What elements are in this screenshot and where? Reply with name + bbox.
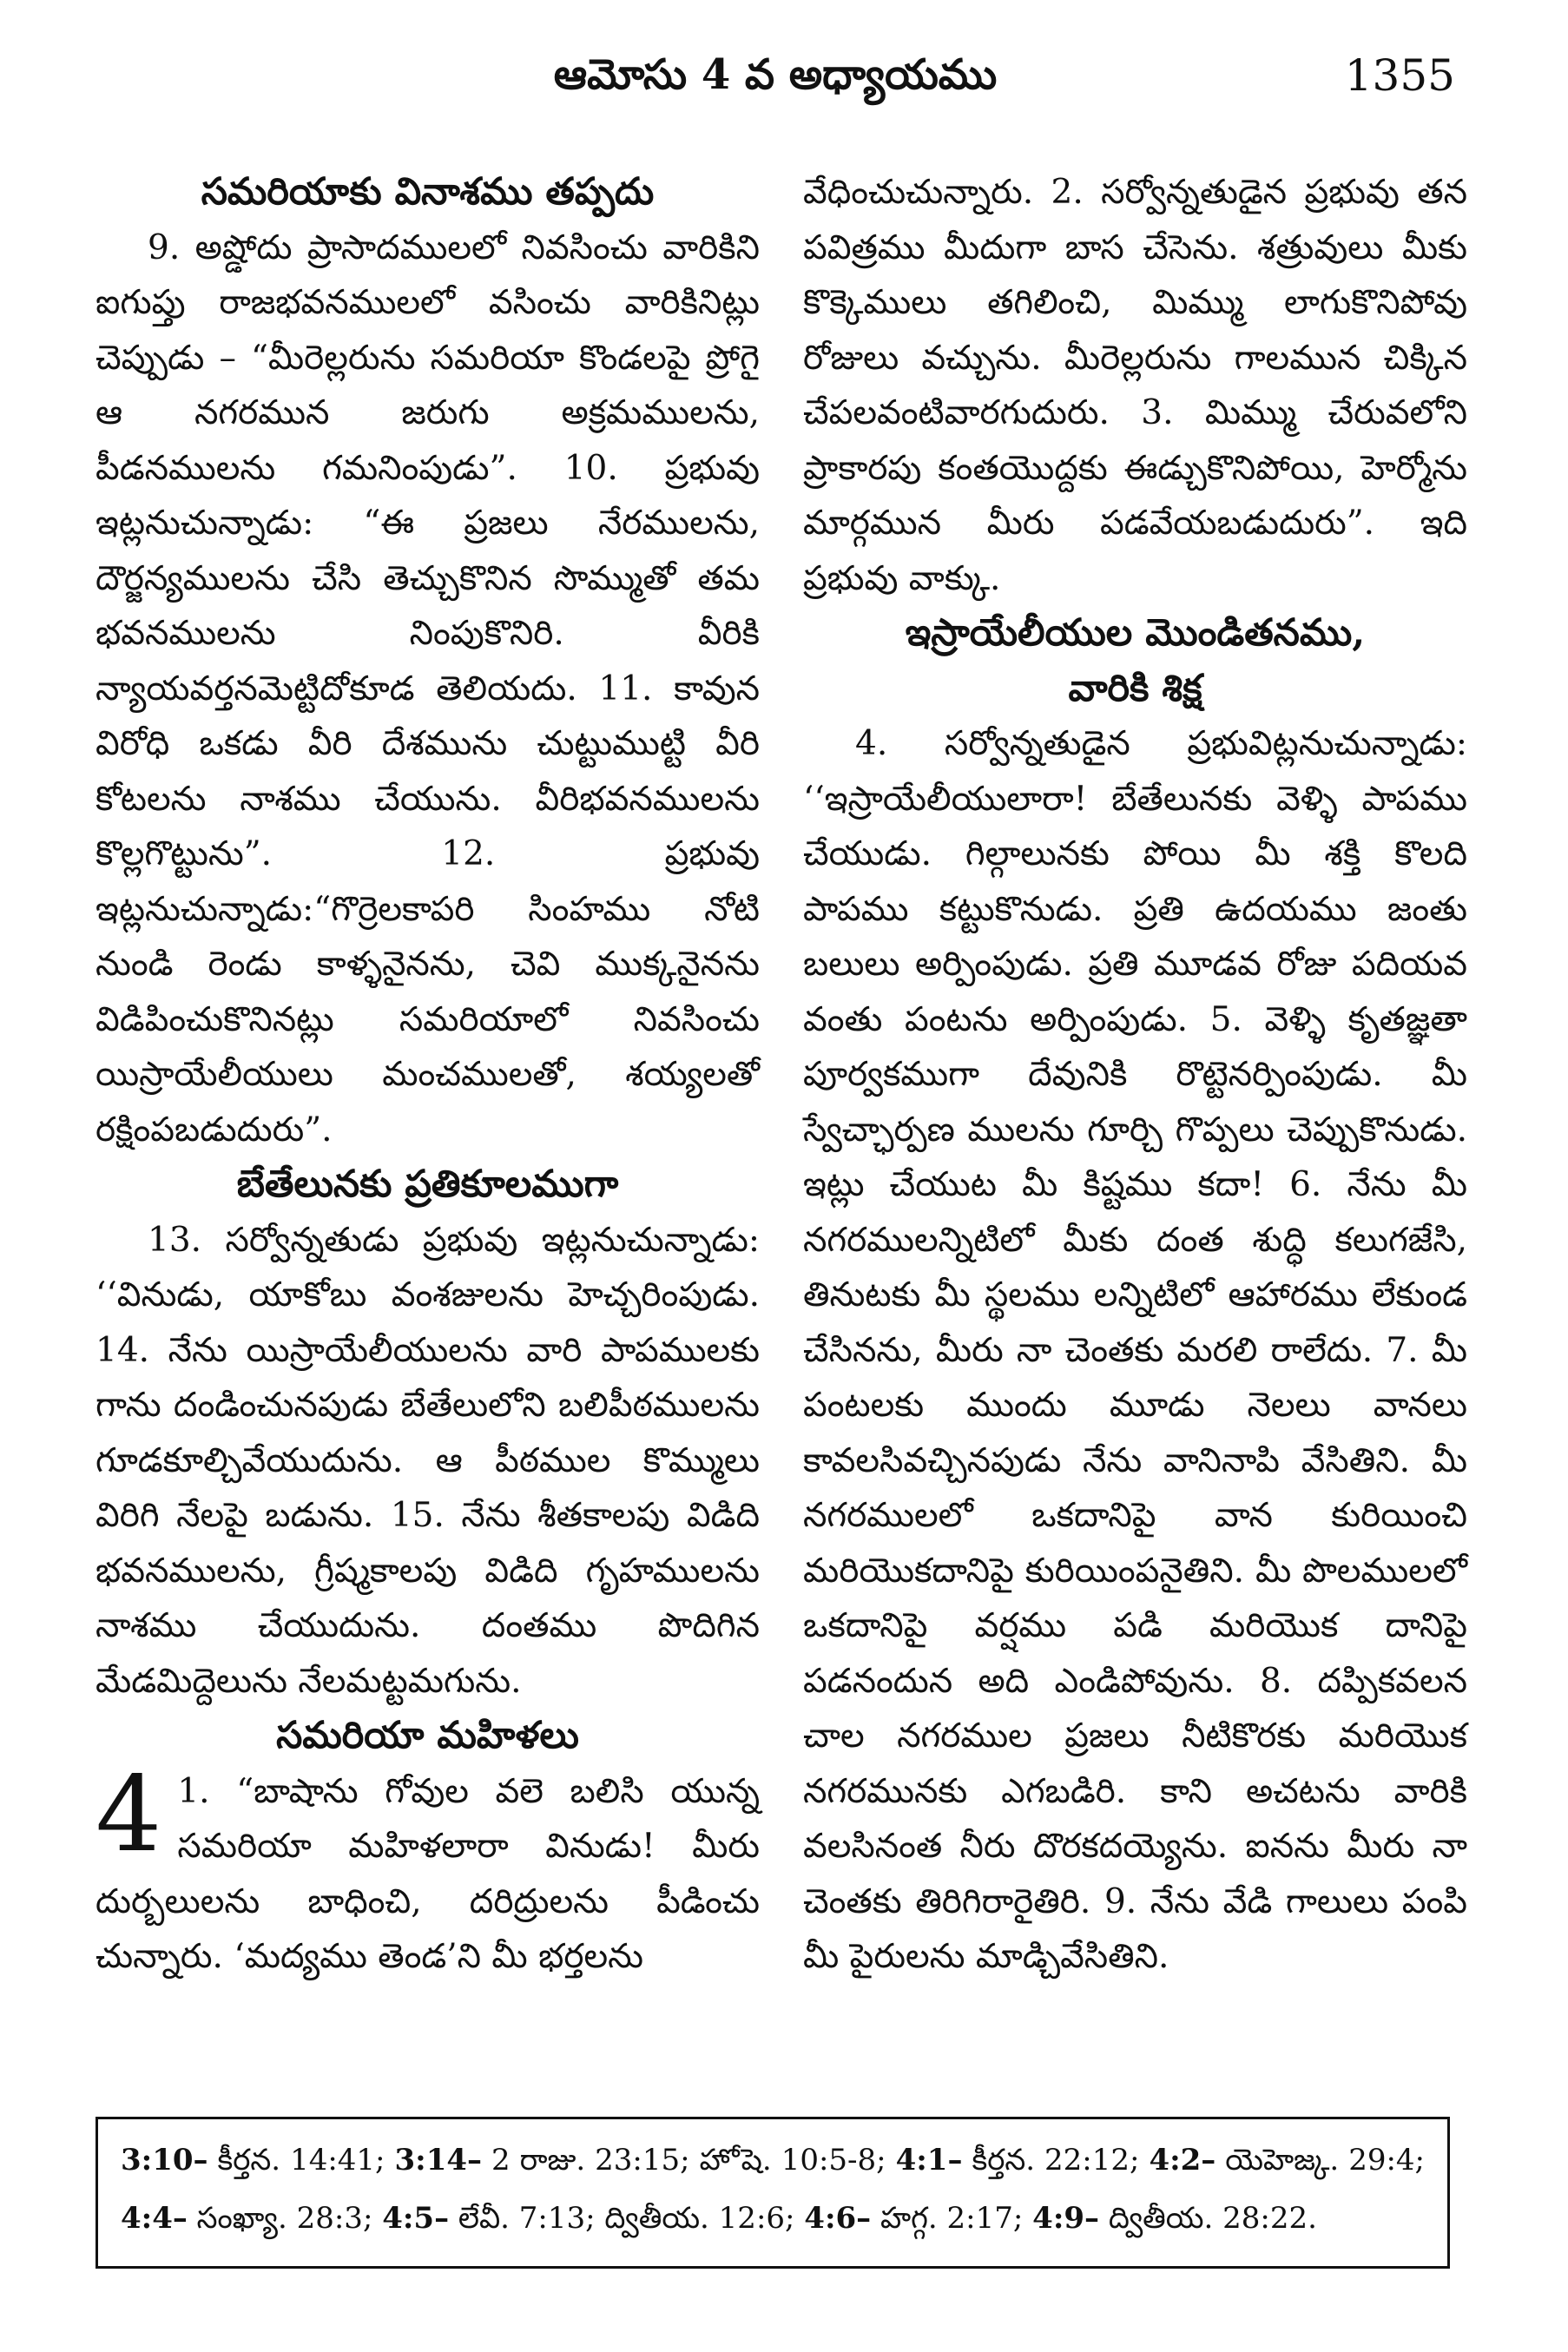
section-heading: బేతేలునకు ప్రతికూలముగా <box>236 1163 619 1206</box>
footnote-item: 4:9– ద్వితీయ. 28:22. <box>1032 2201 1317 2236</box>
footnote-item: 4:6– హగ్గ. 2:17; <box>804 2201 1033 2236</box>
cross-references <box>96 2117 1450 2269</box>
page-number: 1355 <box>1344 50 1455 101</box>
right-column <box>803 165 1467 1985</box>
verse-paragraph: 1. “బాషాను గోవుల వలె బలిసి యున్న సమరియా మహిళలారా వినుడు! మీరు దుర్బలులను బాధించి, దరిద్రులను పీడించు చున్నారు. ‘మద్యము తెండ’ని మీ భర్తలను <box>96 1771 760 1976</box>
page-header <box>96 42 1455 120</box>
verse-paragraph: వేధించుచున్నారు. 2. సర్వోన్నతుడైన ప్రభువు తన పవిత్రము మీదుగా బాస చేసెను. శత్రువులు మీకు కొక్కెములు తగిలించి, మిమ్ము లాగుకొనిపోవు రోజులు వచ్చును. మీరెల్లరును గాలమున చిక్కిన చేపలవంటివారగుదురు. 3. మిమ్ము చేరువలోని ప్రాకారపు కంతయొద్దకు ఈడ్చుకొనిపోయి, హెర్మోను మార్గమున మీరు పడవేయబడుదురు”. ఇది ప్రభువు వాక్కు. <box>803 173 1467 598</box>
footnote-item: 4:5– లేవీ. 7:13; ద్వితీయ. 12:6; <box>382 2201 805 2236</box>
verse-paragraph: 4. సర్వోన్నతుడైన ప్రభువిట్లనుచున్నాడు: ‘‘ఇస్రాయేలీయులారా! బేతేలునకు వెళ్ళి పాపము చేయుడు. గిల్గాలునకు పోయి మీ శక్తి కొలది పాపము కట్టుకొనుడు. ప్రతి ఉదయము జంతు బలులు అర్పింపుడు. ప్రతి మూడవ రోజు పదియవ వంతు పంటను అర్పింపుడు. 5. వెళ్ళి కృతజ్ఞతా పూర్వకముగా దేవునికి రొట్టెనర్పింపుడు. మీ స్వేచ్ఛార్పణ ములను గూర్చి గొప్పలు చెప్పుకొనుడు. ఇట్లు చేయుట మీ కిష్టము కదా! 6. నేను మీ నగరములన్నిటిలో మీకు దంత శుద్ధి కలుగజేసి, తినుటకు మీ స్థలము లన్నిటిలో ఆహారము లేకుండ చేసినను, మీరు నా చెంతకు మరలి రాలేదు. 7. మీ పంటలకు ముందు మూడు నెలలు వానలు కావలసివచ్చినపుడు నేను వానినాపి వేసితిని. మీ నగరములలో ఒకదానిపై వాన కురియించి మరియొకదానిపై కురియింపనైతిని. మీ పొలములలో ఒకదానిపై వర్షము పడి మరియొక దానిపై పడనందున అది ఎండిపోవును. 8. దప్పికవలన చాల నగరముల ప్రజలు నీటికొరకు మరియొక నగరమునకు ఎగబడిరి. కాని అచటను వారికి వలసినంత నీరు దొరకదయ్యెను. ఐనను మీరు నా చెంతకు తిరిగిరారైతిరి. 9. నేను వేడి గాలులు పంపి మీ పైరులను మాడ్చివేసితిని. <box>803 724 1467 1976</box>
section-heading: ఇస్రాయేలీయుల మొండితనము, <box>905 611 1366 655</box>
footnote-item: 3:10– కీర్తన. 14:41; <box>121 2143 395 2177</box>
footnote-item: 3:14– 2 రాజు. 23:15; హోషె. 10:5-8; <box>394 2143 896 2177</box>
footnote-item: 4:4– సంఖ్యా. 28:3; <box>121 2201 383 2236</box>
section-heading: వారికి శిక్ష <box>1068 666 1202 710</box>
running-title: ఆమోసు 4 వ అధ్యాయము <box>553 50 998 99</box>
footnote-item: 4:1– కీర్తన. 22:12; <box>895 2143 1150 2177</box>
chapter-start <box>96 1754 760 1985</box>
chapter-number: 4 <box>96 1754 162 1875</box>
text-columns <box>96 165 1467 2075</box>
left-column <box>96 165 760 1985</box>
section-heading: సమరియాకు వినాశము తప్పదు <box>201 170 655 214</box>
footnote-item: 4:2– యెహెజ్క. 29:4; <box>1149 2143 1426 2177</box>
section-heading: సమరియా మహిళలు <box>276 1714 579 1757</box>
verse-paragraph: 9. అష్డోదు ప్రాసాదములలో నివసించు వారికిని ఐగుప్తు రాజభవనములలో వసించు వారికినిట్లు చెప్పుడు – “మీరెల్లరును సమరియా కొండలపై ప్రోగై ఆ నగరమున జరుగు అక్రమములను, పీడనములను గమనింపుడు”. 10. ప్రభువు ఇట్లనుచున్నాడు: “ఈ ప్రజలు నేరములను, దౌర్జన్యములను చేసి తెచ్చుకొనిన సొమ్ముతో తమ భవనములను నింపుకొనిరి. వీరికి న్యాయవర్తనమెట్టిదోకూడ తెలియదు. 11. కావున విరోధి ఒకడు వీరి దేశమును చుట్టుముట్టి వీరి కోటలను నాశము చేయును. వీరిభవనములను కొల్లగొట్టును”. 12. ప్రభువు ఇట్లనుచున్నాడు:“గొర్రెలకాపరి సింహము నోటి నుండి రెండు కాళ్ళనైనను, చెవి ముక్కనైనను విడిపించుకొనినట్లు సమరియాలో నివసించు యిస్రాయేలీయులు మంచములతో, శయ్యలతో రక్షింపబడుదురు”. <box>96 227 760 1150</box>
verse-paragraph: 13. సర్వోన్నతుడు ప్రభువు ఇట్లనుచున్నాడు: ‘‘వినుడు, యాకోబు వంశజులను హెచ్చరింపుడు. 14. నేను యిస్రాయేలీయులను వారి పాపములకు గాను దండించునపుడు బేతేలులోని బలిపీఠములను గూడకూల్చివేయుదును. ఆ పీఠముల కొమ్ములు విరిగి నేలపై బడును. 15. నేను శీతకాలపు విడిది భవనములను, గ్రీష్మకాలపు విడిది గృహములను నాశము చేయుదును. దంతము పొదిగిన మేడమిద్దెలును నేలమట్టమగును. <box>96 1220 760 1701</box>
